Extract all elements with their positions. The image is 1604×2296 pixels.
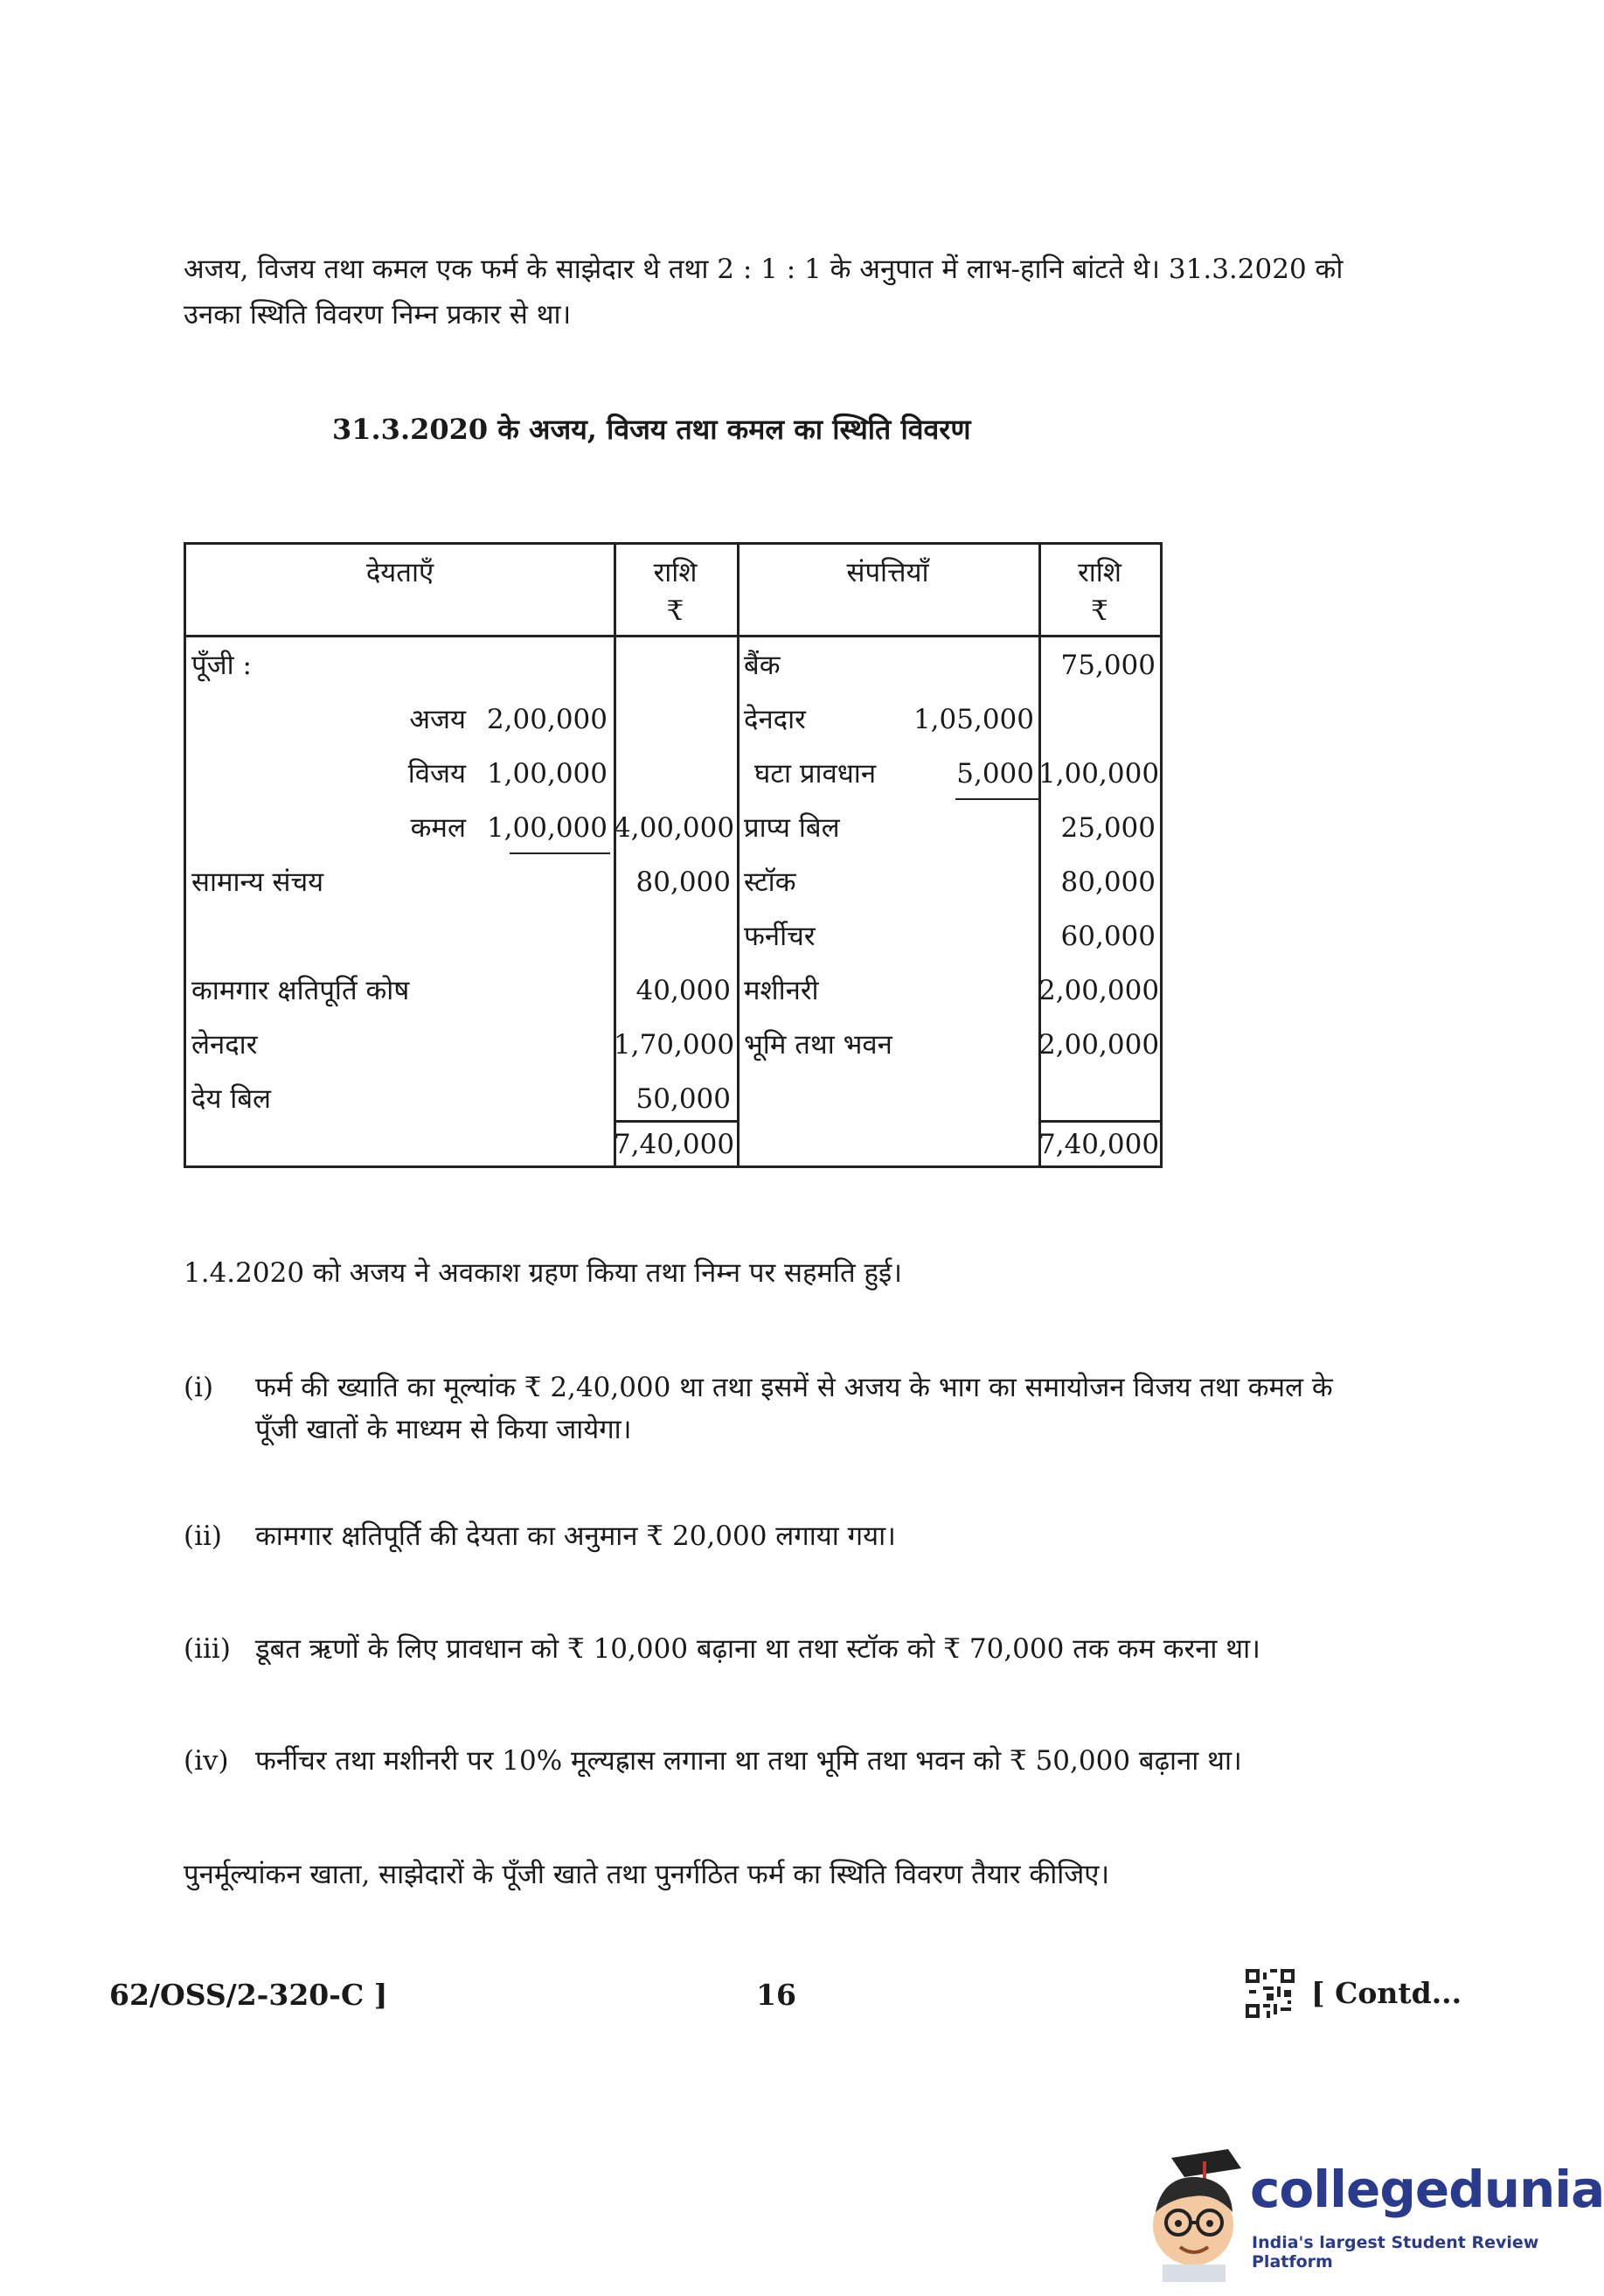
capital-label: पूँजी : (191, 650, 252, 681)
machinery-label: मशीनरी (744, 975, 819, 1006)
provision-label: घटा प्रावधान (754, 758, 877, 790)
mascot-logo-icon (1145, 2142, 1250, 2282)
condition-number: (iii) (184, 1633, 231, 1665)
wcf-label: कामगार क्षतिपूर्ति कोष (191, 975, 410, 1006)
bank-label: बैंक (744, 650, 781, 681)
currency-assets: ₹ (1091, 595, 1108, 627)
brand-name: collegedunia (1250, 2160, 1604, 2219)
assets-total: 7,40,000 (1038, 1129, 1160, 1160)
wcf-amount: 40,000 (635, 975, 731, 1006)
continued-label: [ Contd... (1311, 1976, 1462, 2010)
paper-code: 62/OSS/2-320-C ] (109, 1978, 388, 2012)
bills-payable-amount: 50,000 (635, 1083, 731, 1115)
header-amount-liab: राशि (653, 557, 698, 588)
balance-sheet-title: 31.3.2020 के अजय, विजय तथा कमल का स्थिति विवरण (332, 413, 971, 446)
machinery-amount: 2,00,000 (1038, 975, 1160, 1006)
vijay-amount: 1,00,000 (486, 758, 608, 790)
stock-amount: 80,000 (1060, 866, 1156, 898)
header-amount-assets: राशि (1078, 557, 1121, 588)
condition-text: फर्नीचर तथा मशीनरी पर 10% मूल्यह्रास लगाना था तथा भूमि तथा भवन को ₹ 50,000 बढ़ाना था। (255, 1745, 1242, 1777)
provision-amount: 5,000 (956, 758, 1034, 790)
currency-liab: ₹ (666, 595, 684, 627)
land-building-amount: 2,00,000 (1038, 1029, 1160, 1061)
kamal-amount: 1,00,000 (486, 812, 608, 844)
question-intro: 1.4.2020 को अजय ने अवकाश ग्रहण किया तथा निम्न पर सहमति हुई। (184, 1257, 902, 1289)
condition-text: फर्म की ख्याति का मूल्यांक ₹ 2,40,000 था तथा इसमें से अजय के भाग का समायोजन विजय तथा कमल के पूँजी खातों के माध्यम से किया जायेगा। (255, 1372, 1333, 1445)
collegedunia-watermark (1145, 2142, 1604, 2282)
balance-sheet-table (184, 542, 1163, 1168)
task-instruction: पुनर्मूल्यांकन खाता, साझेदारों के पूँजी खाते तथा पुनर्गठित फर्म का स्थिति विवरण तैयार कीजिए। (184, 1859, 1110, 1890)
furniture-amount: 60,000 (1060, 921, 1156, 952)
condition-text: डूबत ऋणों के लिए प्रावधान को ₹ 10,000 बढ़ाना था तथा स्टॉक को ₹ 70,000 तक कम करना था। (255, 1633, 1260, 1665)
stock-label: स्टॉक (744, 866, 796, 898)
condition-number: (iv) (184, 1745, 229, 1777)
creditors-amount: 1,70,000 (614, 1029, 735, 1061)
kamal-label: कमल (410, 812, 466, 844)
debtors-amount: 1,05,000 (913, 704, 1034, 735)
debtors-net-amount: 1,00,000 (1038, 758, 1160, 790)
page-number: 16 (756, 1978, 796, 2012)
creditors-label: लेनदार (191, 1029, 258, 1061)
qr-code-icon (1246, 1969, 1295, 2018)
header-assets: संपत्तियाँ (846, 557, 929, 588)
general-reserve-amount: 80,000 (635, 866, 731, 898)
ajay-amount: 2,00,000 (486, 704, 608, 735)
brand-tagline: India's largest Student Review Platform (1252, 2233, 1539, 2272)
bills-payable-label: देय बिल (191, 1083, 272, 1115)
condition-number: (i) (184, 1372, 214, 1403)
intro-paragraph: अजय, विजय तथा कमल एक फर्म के साझेदार थे तथा 2 : 1 : 1 के अनुपात में लाभ-हानि बांटते थे। 31.3.2020 को उनका स्थिति विवरण निम्न प्रकार से था। (184, 254, 1344, 330)
condition-number: (ii) (184, 1520, 223, 1552)
ajay-label: अजय (409, 704, 466, 735)
bank-amount: 75,000 (1060, 650, 1156, 681)
condition-text: कामगार क्षतिपूर्ति की देयता का अनुमान ₹ 20,000 लगाया गया। (255, 1520, 896, 1552)
furniture-label: फर्नीचर (744, 921, 816, 952)
land-building-label: भूमि तथा भवन (744, 1029, 892, 1061)
header-liabilities: देयताएँ (365, 557, 434, 588)
general-reserve-label: सामान्य संचय (191, 866, 324, 898)
capital-total: 4,00,000 (614, 812, 735, 844)
bills-receivable-amount: 25,000 (1060, 812, 1156, 844)
liabilities-total: 7,40,000 (614, 1129, 735, 1160)
bills-receivable-label: प्राप्य बिल (744, 812, 840, 844)
vijay-label: विजय (407, 758, 466, 790)
debtors-label: देनदार (744, 704, 806, 735)
